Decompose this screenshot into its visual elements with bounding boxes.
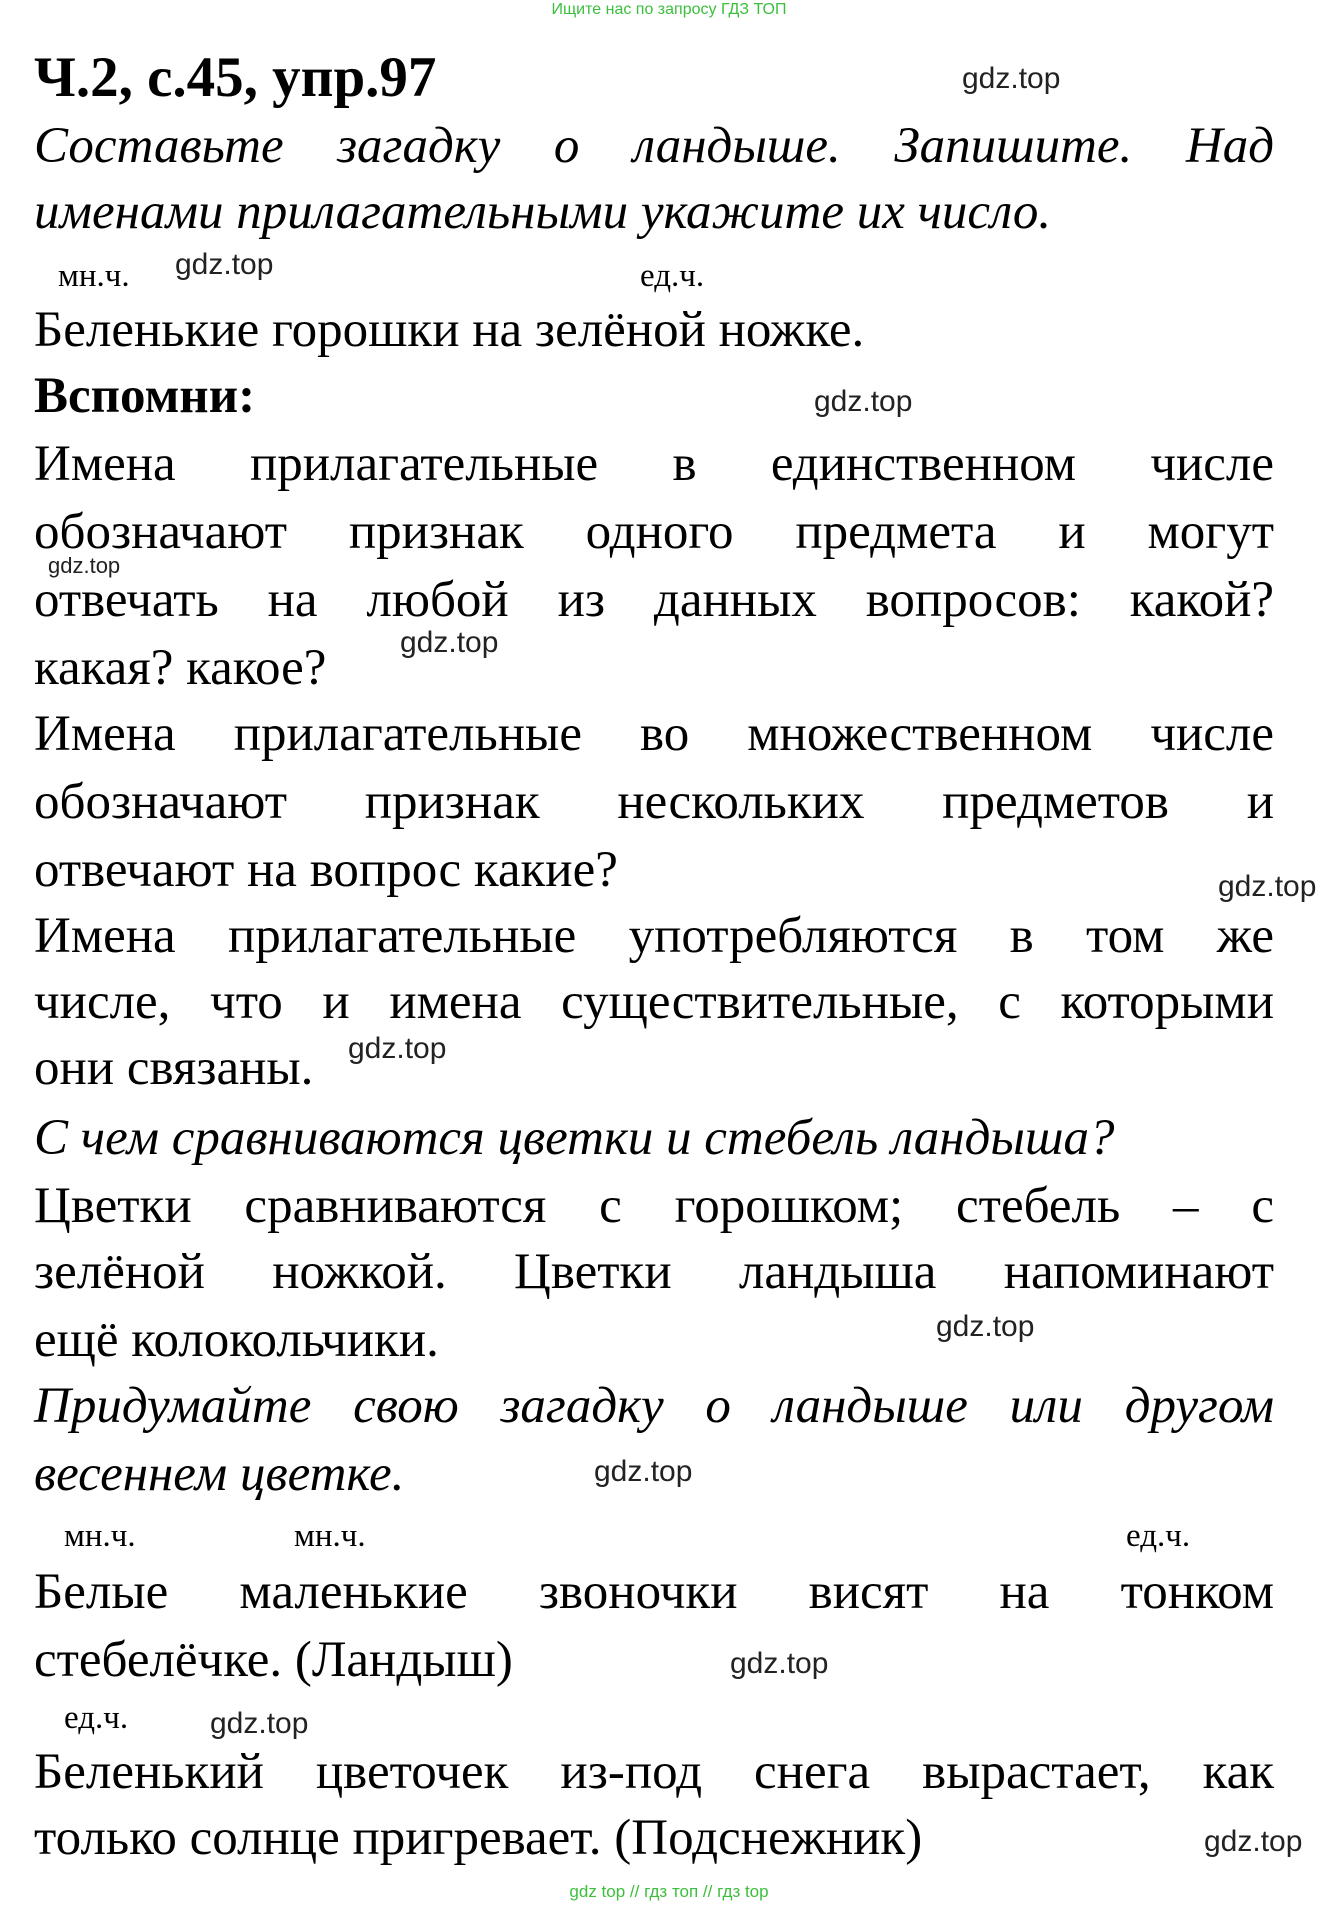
remember-p3-line-3: они связаны. (34, 1040, 314, 1096)
watermark: gdz.top (594, 1455, 693, 1488)
watermark: gdz.top (1204, 1825, 1303, 1858)
watermark: gdz.top (1218, 870, 1317, 903)
riddle1-text: Беленькие горошки на зелёной ножке. (34, 302, 865, 358)
remember-p1-line-4: какая? какое? (34, 640, 327, 696)
watermark: gdz.top (48, 553, 121, 578)
riddle3-line-1: Беленький цветочек из-под снега вырастает, как (34, 1744, 1274, 1800)
bottom-banner: gdz top // гдз топ // гдз top (569, 1882, 769, 1901)
watermark: gdz.top (210, 1707, 309, 1740)
number-note: ед.ч. (640, 258, 705, 294)
riddle3-line-2: только солнце пригревает. (Подснежник) (34, 1810, 923, 1866)
remember-p2-line-1: Имена прилагательные во множественном числе (34, 706, 1274, 762)
page-title: Ч.2, с.45, упр.97 (34, 46, 437, 109)
remember-p1-line-2: обозначают признак одного предмета и могут (34, 504, 1274, 560)
remember-p2-line-3: отвечают на вопрос какие? (34, 842, 618, 898)
answer-line-3: ещё колокольчики. (34, 1312, 439, 1368)
number-note: мн.ч. (64, 1518, 136, 1554)
task1-line-2: именами прилагательными укажите их число. (34, 184, 1052, 240)
number-note: ед.ч. (1126, 1518, 1191, 1554)
watermark: gdz.top (348, 1032, 447, 1065)
remember-p1-line-1: Имена прилагательные в единственном числе (34, 436, 1274, 492)
answer-line-2: зелёной ножкой. Цветки ландыша напоминают (34, 1244, 1274, 1300)
remember-p1-line-3: отвечать на любой из данных вопросов: какой? (34, 572, 1274, 628)
top-banner: Ищите нас по запросу ГДЗ ТОП (551, 1, 787, 18)
question: С чем сравниваются цветки и стебель ландыша? (34, 1110, 1115, 1166)
remember-p2-line-2: обозначают признак нескольких предметов и (34, 774, 1274, 830)
number-note: мн.ч. (58, 258, 130, 294)
watermark: gdz.top (730, 1647, 829, 1680)
watermark: gdz.top (400, 626, 499, 659)
remember-heading: Вспомни: (34, 368, 256, 424)
task1-line-1: Составьте загадку о ландыше. Запишите. Над (34, 118, 1274, 174)
watermark: gdz.top (962, 62, 1061, 95)
number-note: ед.ч. (64, 1700, 129, 1736)
watermark: gdz.top (936, 1310, 1035, 1343)
riddle2-line-2: стебелёчке. (Ландыш) (34, 1632, 513, 1688)
task2-line-2: весеннем цветке. (34, 1446, 405, 1502)
remember-p3-line-2: числе, что и имена существительные, с которыми (34, 974, 1274, 1030)
watermark: gdz.top (814, 385, 913, 418)
riddle2-line-1: Белые маленькие звоночки висят на тонком (34, 1564, 1274, 1620)
task2-line-1: Придумайте свою загадку о ландыше или другом (34, 1378, 1274, 1434)
watermark: gdz.top (175, 248, 274, 281)
answer-line-1: Цветки сравниваются с горошком; стебель – с (34, 1178, 1274, 1234)
number-note: мн.ч. (294, 1518, 366, 1554)
remember-p3-line-1: Имена прилагательные употребляются в том же (34, 908, 1274, 964)
